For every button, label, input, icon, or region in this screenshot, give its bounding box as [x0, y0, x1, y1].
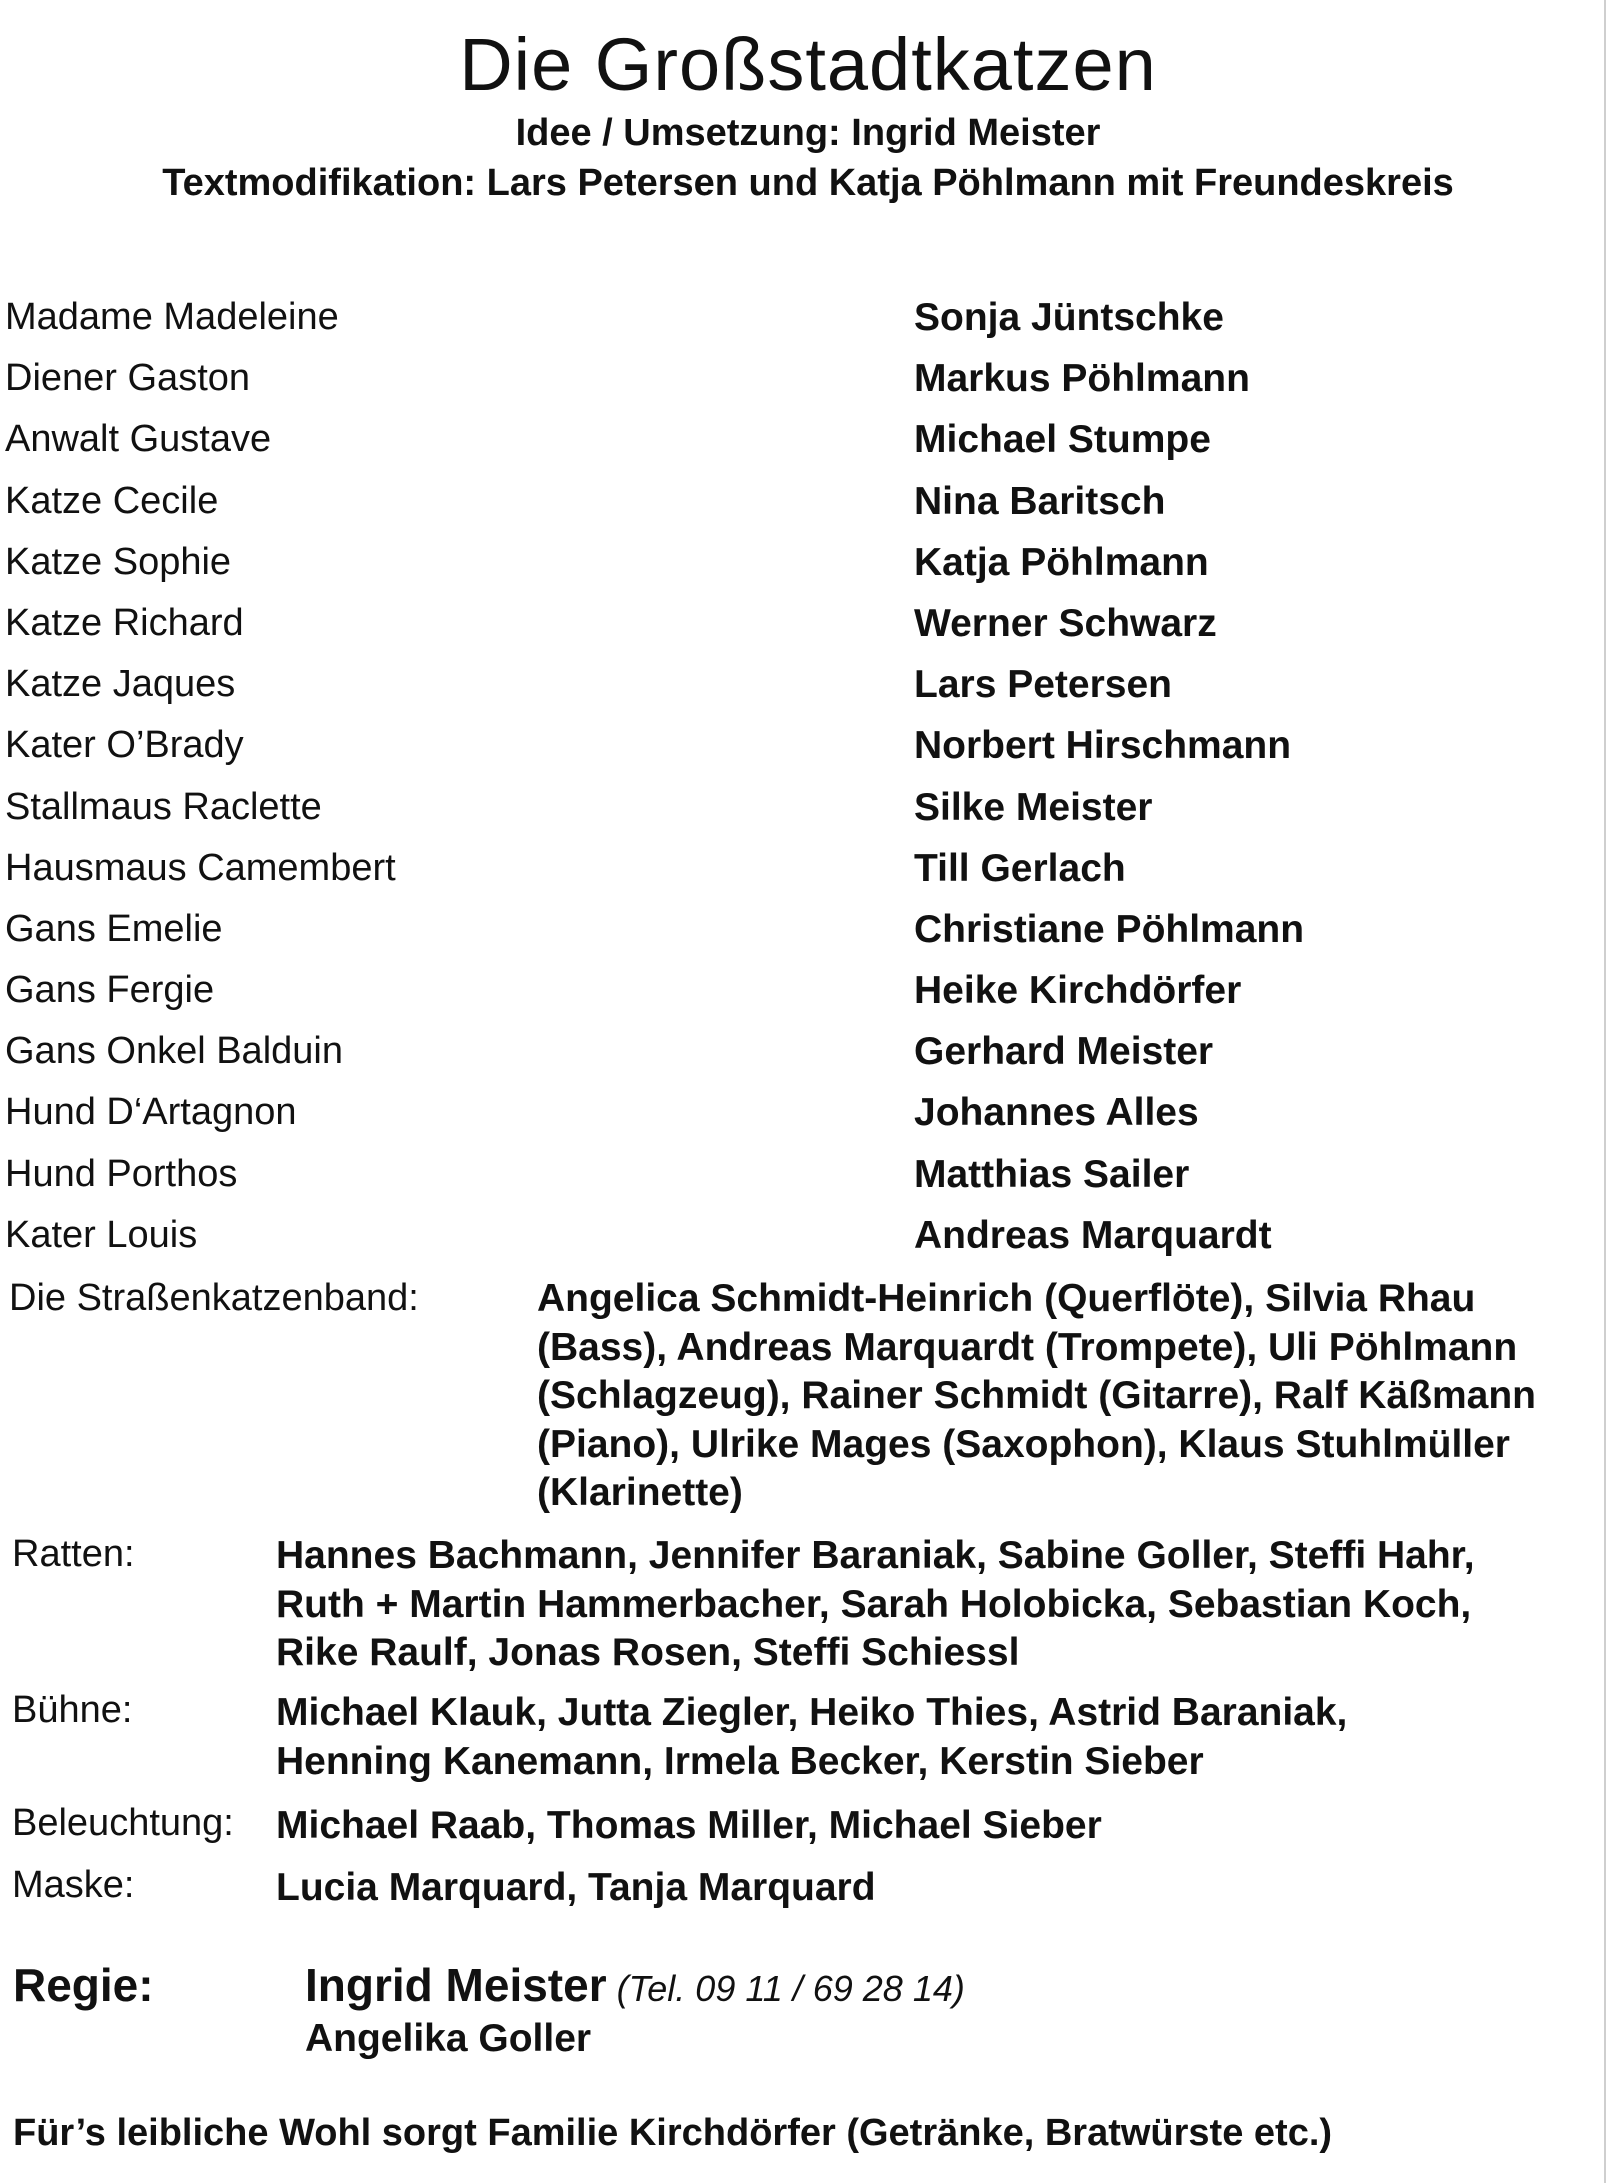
buehne-members: Michael Klauk, Jutta Ziegler, Heiko Thies, Astrid Baraniak, Henning Kanemann, Irmela Becker, Kerstin Sieber	[276, 1691, 1348, 1783]
band-members: Angelica Schmidt-Heinrich (Querflöte), Silvia Rhau (Bass), Andreas Marquardt (Trompete), Uli Pöhlmann (Schlagzeug), Rainer Schmidt (Gitarre), Ralf Käßmann (Piano), Ulrike Mages (Saxophon), Klaus Stuhlmüller (Klarinette)	[537, 1277, 1536, 1514]
band-label: Die Straßenkatzenband:	[9, 1277, 419, 1319]
cast-actor: Till Gerlach	[914, 846, 1126, 890]
ratten-label: Ratten:	[12, 1533, 135, 1575]
regie-label: Regie:	[13, 1959, 154, 2011]
cast-row	[0, 1147, 1560, 1208]
cast-role: Hund Porthos	[5, 1152, 238, 1195]
regie-director-name: Ingrid Meister	[305, 1959, 607, 2011]
text-credit: Textmodifikation: Lars Petersen und Katja Pöhlmann mit Freundeskreis	[162, 162, 1454, 204]
cast-role: Katze Jaques	[5, 663, 236, 706]
cast-row	[0, 596, 1560, 657]
regie-co-director: Angelika Goller	[305, 2017, 592, 2060]
cast-role: Gans Emelie	[5, 907, 223, 950]
cast-row	[0, 902, 1560, 963]
page-title: Die Großstadtkatzen	[459, 23, 1157, 106]
cast-row	[0, 963, 1560, 1024]
cast-role: Kater O’Brady	[5, 724, 244, 767]
cast-role: Katze Richard	[5, 601, 244, 644]
cast-actor: Markus Pöhlmann	[914, 357, 1250, 401]
cast-row	[0, 474, 1560, 535]
cast-actor: Norbert Hirschmann	[914, 724, 1292, 768]
cast-row	[0, 657, 1560, 718]
cast-role: Anwalt Gustave	[5, 418, 272, 461]
buehne-label: Bühne:	[12, 1689, 133, 1731]
page-edge-line	[1604, 0, 1606, 2183]
cast-role: Gans Fergie	[5, 969, 215, 1012]
cast-role: Hausmaus Camembert	[5, 846, 396, 889]
cast-role: Katze Cecile	[5, 479, 219, 522]
cast-role: Madame Madeleine	[5, 296, 339, 338]
cast-row	[0, 780, 1560, 841]
cast-row	[0, 718, 1560, 779]
cast-actor: Heike Kirchdörfer	[914, 969, 1242, 1013]
maske-label: Maske:	[12, 1864, 135, 1906]
regie-phone: (Tel. 09 11 / 69 28 14)	[616, 1968, 965, 2009]
cast-actor: Sonja Jüntschke	[914, 296, 1224, 339]
cast-row	[0, 351, 1560, 412]
cast-actor: Matthias Sailer	[914, 1152, 1190, 1196]
beleuchtung-label: Beleuchtung:	[12, 1802, 234, 1844]
cast-role: Diener Gaston	[5, 357, 251, 400]
cast-actor: Michael Stumpe	[914, 418, 1211, 462]
cast-row	[0, 535, 1560, 596]
cast-actor: Christiane Pöhlmann	[914, 907, 1305, 951]
cast-actor: Silke Meister	[914, 785, 1153, 829]
cast-role: Stallmaus Raclette	[5, 785, 322, 828]
idea-credit: Idee / Umsetzung: Ingrid Meister	[515, 112, 1101, 154]
cast-actor: Andreas Marquardt	[914, 1213, 1272, 1257]
cast-actor: Katja Pöhlmann	[914, 540, 1209, 584]
ratten-members: Hannes Bachmann, Jennifer Baraniak, Sabine Goller, Steffi Hahr, Ruth + Martin Hammerbacher, Sarah Holobicka, Sebastian Koch, Rike Raulf, Jonas Rosen, Steffi Schiessl	[276, 1534, 1475, 1674]
beleuchtung-members: Michael Raab, Thomas Miller, Michael Sieber	[276, 1804, 1102, 1847]
cast-row	[0, 412, 1560, 473]
cast-actor: Johannes Alles	[914, 1091, 1199, 1135]
cast-actor: Nina Baritsch	[914, 479, 1166, 523]
cast-role: Kater Louis	[5, 1213, 198, 1256]
catering-note: Für’s leibliche Wohl sorgt Familie Kirchdörfer (Getränke, Bratwürste etc.)	[13, 2112, 1333, 2154]
maske-members: Lucia Marquard, Tanja Marquard	[276, 1866, 876, 1909]
cast-list	[0, 290, 1560, 1269]
cast-row	[0, 290, 1560, 351]
regie-director	[305, 1958, 965, 2012]
cast-row	[0, 841, 1560, 902]
cast-actor: Gerhard Meister	[914, 1030, 1214, 1074]
cast-row	[0, 1085, 1560, 1146]
cast-actor: Werner Schwarz	[914, 601, 1217, 645]
cast-actor: Lars Petersen	[914, 663, 1172, 707]
cast-row	[0, 1024, 1560, 1085]
cast-role: Katze Sophie	[5, 540, 232, 583]
cast-role: Gans Onkel Balduin	[5, 1030, 343, 1073]
cast-row	[0, 1208, 1560, 1269]
cast-role: Hund D‘Artagnon	[5, 1091, 297, 1134]
